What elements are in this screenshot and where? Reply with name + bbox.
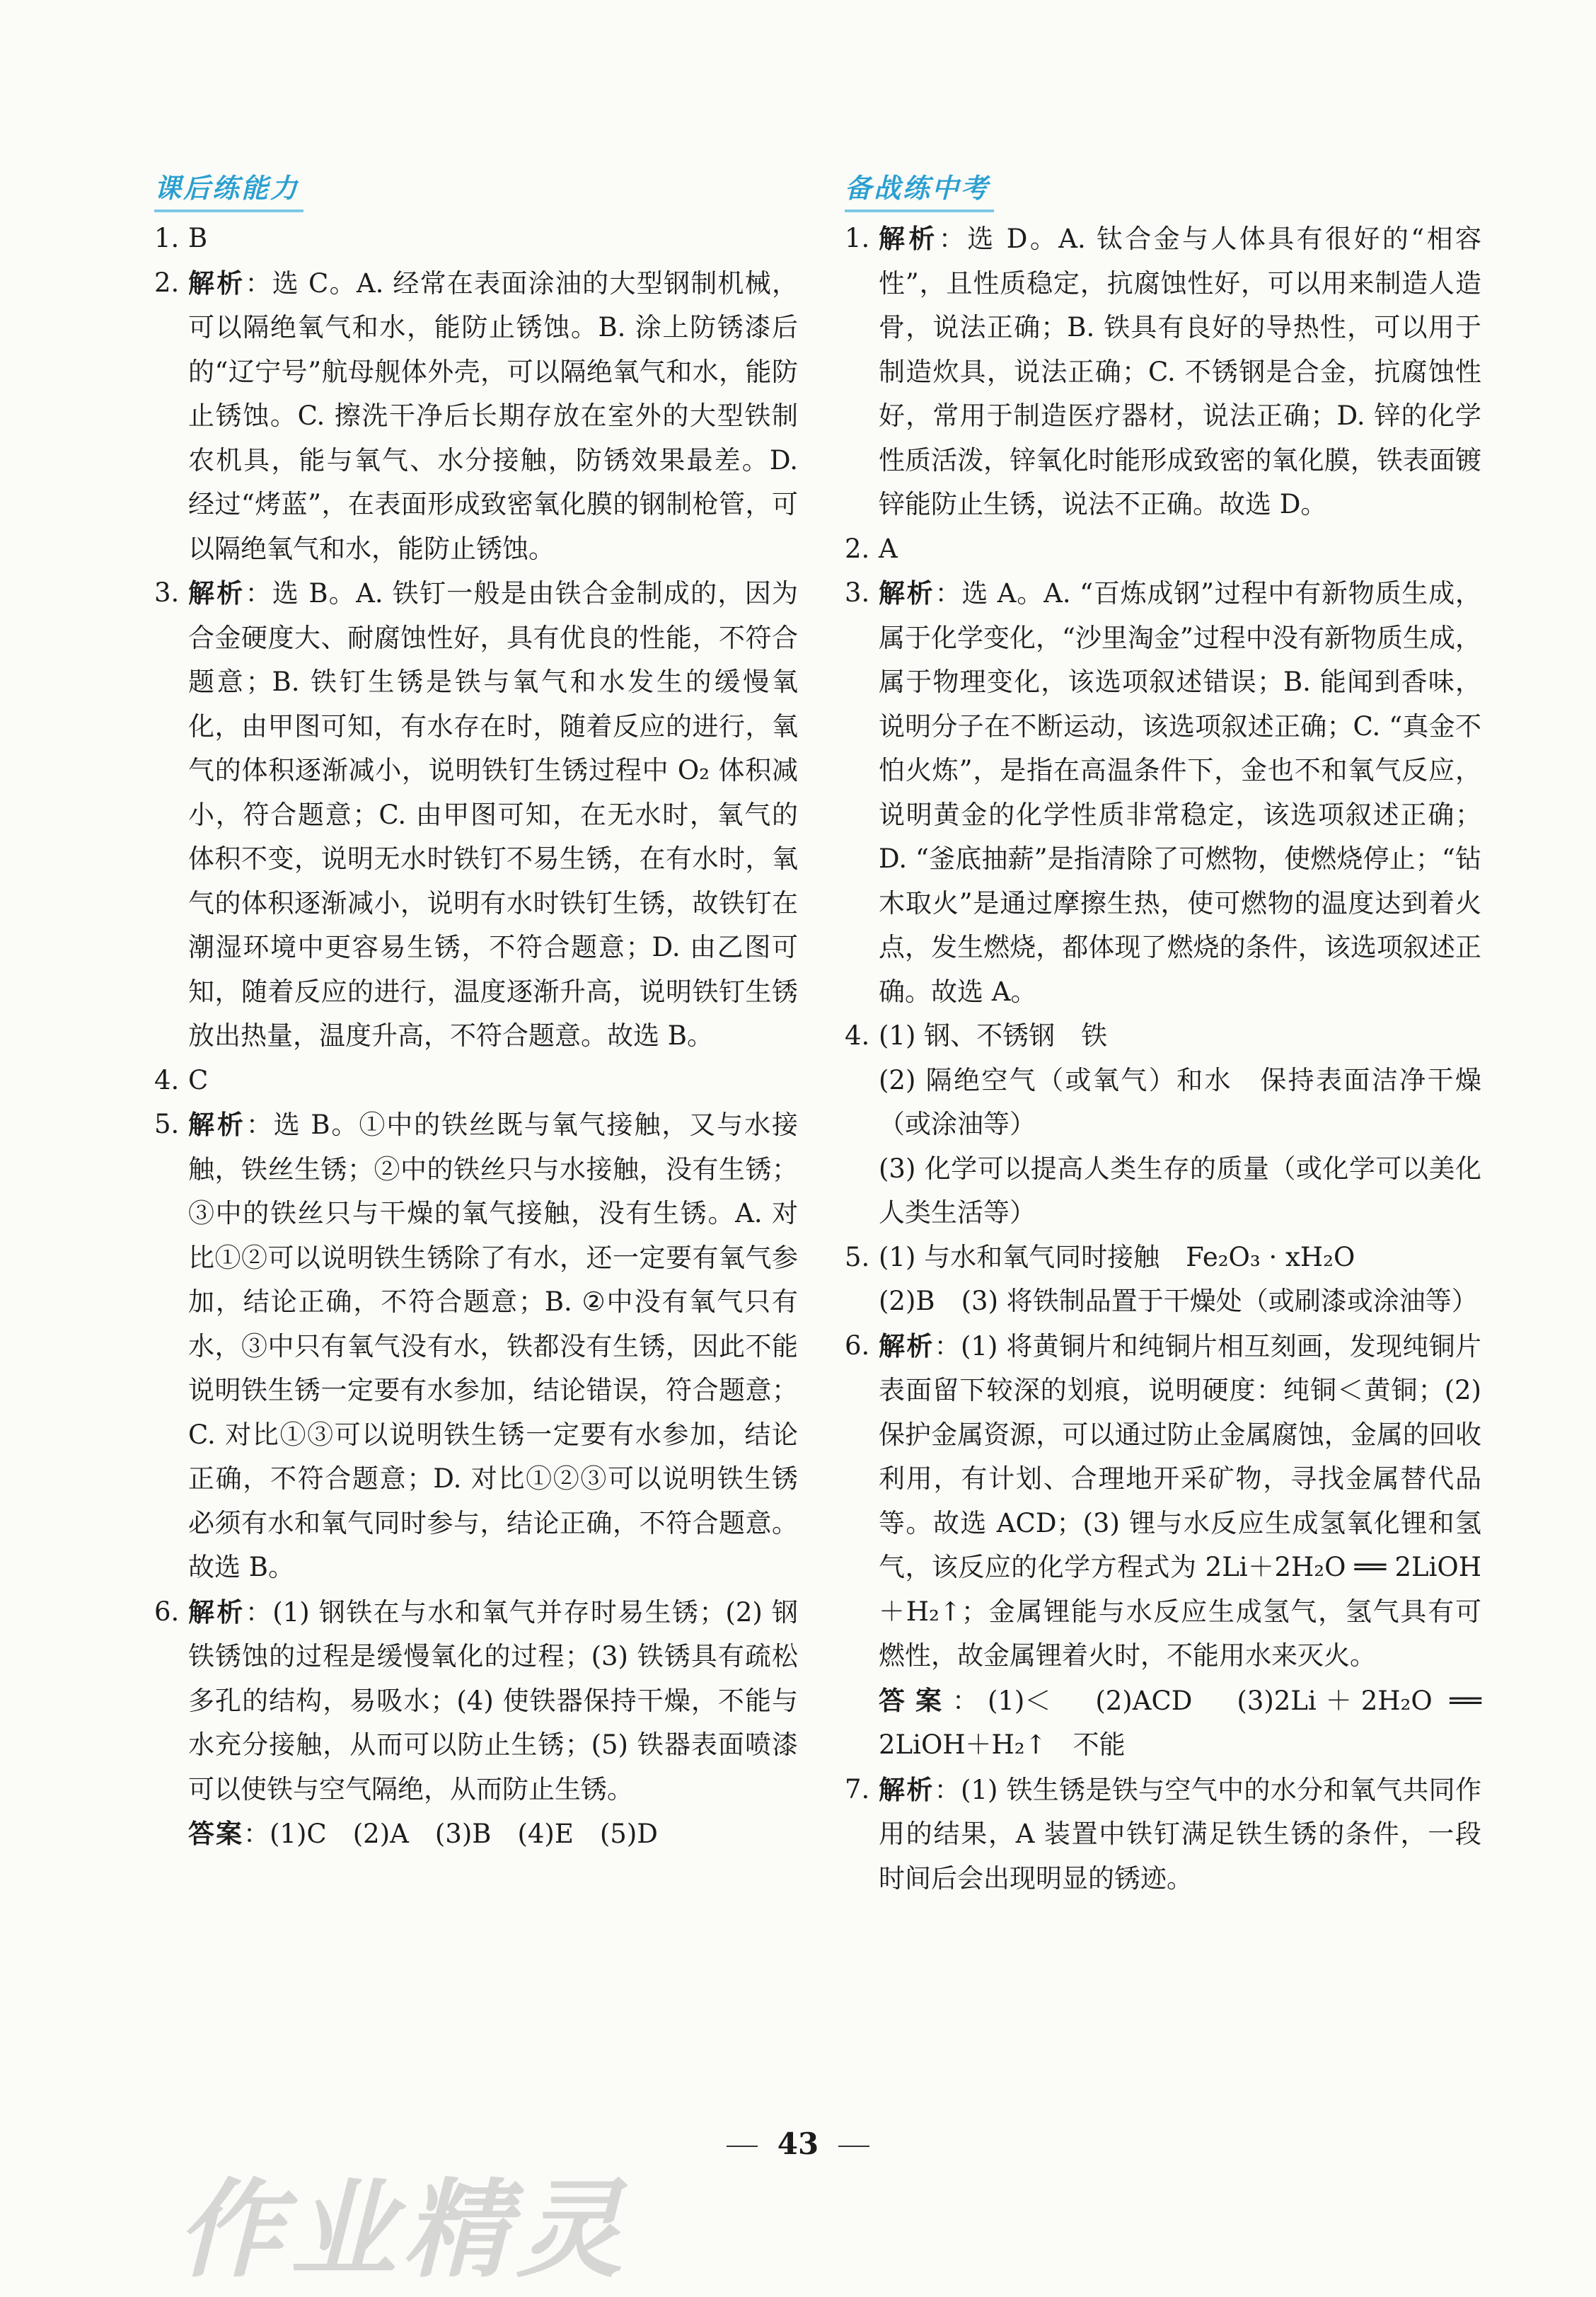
item-number: 6. [154,1596,180,1627]
item-line: (2)B (3) 将铁制品置于干燥处（或刷漆或涂油等） [879,1286,1478,1316]
item-text: ：(1) 钢铁在与水和氧气并存时易生锈；(2) 钢铁锈蚀的过程是缓慢氧化的过程；(3) 铁锈具有疏松多孔的结构，易吸水；(4) 使铁器保持干燥，不能与水充分接触，从而可以防止生锈；(5) 铁器表面喷漆可以使铁与空气隔绝，从而防止生锈。 [188,1596,799,1804]
item-number: 3. [154,577,180,608]
answer-item [154,571,798,1059]
answer-item [154,217,798,261]
answer-item [154,1103,798,1590]
analysis-label: 解析 [879,223,939,254]
item-body [188,1103,798,1590]
analysis-label: 解析 [879,1773,935,1805]
item-body [188,1059,798,1103]
left-items [154,217,798,1857]
item-text: B [188,223,208,253]
item-line: (2) 隔绝空气（或氧气）和水 保持表面洁净干燥（或涂油等） [879,1064,1481,1139]
answer-item [154,1590,798,1857]
answer-line [879,1679,1481,1768]
answer-item [845,1236,1481,1324]
item-text: ：(1) 将黄铜片和纯铜片相互刻画，发现纯铜片表面留下较深的划痕，说明硬度：纯铜＜黄铜；(2) 保护金属资源，可以通过防止金属腐蚀，金属的回收利用，有计划、合理地开采矿物，寻找金属替代品等。故选 ACD；(3) 锂与水反应生成氢氧化锂和氢气，该反应的化学方程式为 2Li＋2H₂O ══ 2LiOH＋H₂↑；金属锂能与水反应生成氢气，氢气具有可燃性，故金属锂着火时，不能用水来灭火。 [879,1330,1482,1671]
item-text: ：选 A。A. “百炼成钢”过程中有新物质生成，属于化学变化，“沙里淘金”过程中没有新物质生成，属于物理变化，该选项叙述错误；B. 能闻到香味，说明分子在不断运动，该选项叙述正确；C. “真金不怕火炼”，是指在高温条件下，金也不和氧气反应，说明黄金的化学性质非常稳定，该选项叙述正确；D. “釜底抽薪”是指清除了可燃物，使燃烧停止；“钻木取火”是通过摩擦生热，使可燃物的温度达到着火点，发生燃烧，都体现了燃烧的条件，该选项叙述正确。故选 A。 [879,578,1481,1007]
dash-right [838,2146,869,2147]
analysis-label: 解析 [879,1330,935,1361]
item-number: 5. [154,1109,180,1139]
item-body [879,1324,1481,1679]
item-number: 7. [845,1773,870,1804]
answer-line [188,1812,798,1857]
analysis-label: 解析 [188,577,245,609]
analysis-label: 解析 [879,577,935,609]
item-body [879,1768,1481,1901]
item-text: ：选 C。A. 经常在表面涂油的大型钢制机械，可以隔绝氧气和水，能防止锈蚀。B. 涂上防锈漆后的“辽宁号”航母舰体外壳，可以隔绝氧气和水，能防止锈蚀。C. 擦洗干净后长期存放在室外的大型铁制农机具，能与氧气、水分接触，防锈效果最差。D. 经过“烤蓝”，在表面形成致密氧化膜的钢制枪管，可以隔绝氧气和水，能防止锈蚀。 [188,267,798,564]
item-body [188,571,798,1059]
answer-text: ：(1)＜ (2)ACD (3)2Li＋2H₂O ══ 2LiOH＋H₂↑ 不能 [879,1685,1481,1760]
section-header-right: 备战练中考 [845,170,994,212]
section-header-left: 课后练能力 [154,170,303,212]
item-body [879,217,1481,527]
item-body [188,261,798,572]
item-number: 2. [845,533,870,564]
analysis-label: 解析 [188,267,245,299]
dash-left [727,2146,758,2147]
answer-item [154,1059,798,1103]
answer-item [154,261,798,572]
item-text: A [879,533,898,564]
item-number: 1. [154,223,180,253]
answer-item [845,1324,1481,1768]
item-number: 2. [154,267,180,298]
item-body [879,571,1481,1014]
item-number: 1. [845,223,870,253]
answer-item [845,571,1481,1014]
answer-text: ：(1)C (2)A (3)B (4)E (5)D [243,1819,658,1849]
watermark: 作业精灵 [177,2169,630,2292]
analysis-label: 解析 [188,1109,246,1140]
answer-item [845,1014,1481,1236]
answer-label: 答案 [188,1818,243,1849]
item-text: ：选 B。A. 铁钉一般是由铁合金制成的，因为合金硬度大、耐腐蚀性好，具有优良的性能，不符合题意；B. 铁钉生锈是铁与氧气和水发生的缓慢氧化，由甲图可知，有水存在时，随着反应的进行，氧气的体积逐渐减小，说明铁钉生锈过程中 O₂ 体积减小，符合题意；C. 由甲图可知，在无水时，氧气的体积不变，说明无水时铁钉不易生锈，在有水时，氧气的体积逐渐减小，说明有水时铁钉生锈，故铁钉在潮湿环境中更容易生锈，不符合题意；D. 由乙图可知，随着反应的进行，温度逐渐升高，说明铁钉生锈放出热量，温度升高，不符合题意。故选 B。 [188,578,798,1051]
item-text: ：选 B。①中的铁丝既与氧气接触，又与水接触，铁丝生锈；②中的铁丝只与水接触，没有生锈；③中的铁丝只与干燥的氧气接触，没有生锈。A. 对比①②可以说明铁生锈除了有水，还一定要有氧气参加，结论正确，不符合题意；B. ②中没有氧气只有水，③中只有氧气没有水，铁都没有生锈，因此不能说明铁生锈一定要有水参加，结论错误，符合题意；C. 对比①③可以说明铁生锈一定要有水参加，结论正确，不符合题意；D. 对比①②③可以说明铁生锈必须有水和氧气同时参与，结论正确，不符合题意。故选 B。 [188,1110,799,1582]
answer-item [845,1768,1481,1901]
right-column [845,170,1481,1901]
item-number: 4. [154,1064,180,1095]
page-number: 43 [777,2126,819,2161]
answer-item [845,527,1481,572]
analysis-label: 解析 [188,1596,245,1628]
right-items [845,217,1481,1901]
item-text: C [188,1064,209,1095]
answer-label: 答案 [879,1684,952,1716]
item-text: ：选 D。A. 钛合金与人体具有很好的“相容性”，且性质稳定，抗腐蚀性好，可以用来制造人造骨，说法正确；B. 铁具有良好的导热性，可以用于制造炊具，说法正确；C. 不锈钢是合金，抗腐蚀性好，常用于制造医疗器材，说法正确；D. 锌的化学性质活泼，锌氧化时能形成致密的氧化膜，铁表面镀锌能防止生锈，说法不正确。故选 D。 [879,224,1482,519]
item-body [879,527,1481,572]
item-number: 3. [845,577,870,608]
item-line: (3) 化学可以提高人类生存的质量（或化学可以美化人类生活等） [879,1153,1481,1228]
item-number: 4. [845,1020,870,1051]
item-line: (1) 与水和氧气同时接触 Fe₂O₃ · xH₂O [879,1241,1355,1272]
item-body [188,1590,798,1812]
item-number: 5. [845,1241,870,1272]
item-number: 6. [845,1330,870,1361]
item-line: (1) 钢、不锈钢 铁 [879,1020,1108,1051]
item-body [188,217,798,261]
left-column [154,170,798,1857]
item-text: ：(1) 铁生锈是铁与空气中的水分和氧气共同作用的结果，A 装置中铁钉满足铁生锈的条件，一段时间后会出现明显的锈迹。 [879,1774,1482,1894]
answer-item [845,217,1481,527]
